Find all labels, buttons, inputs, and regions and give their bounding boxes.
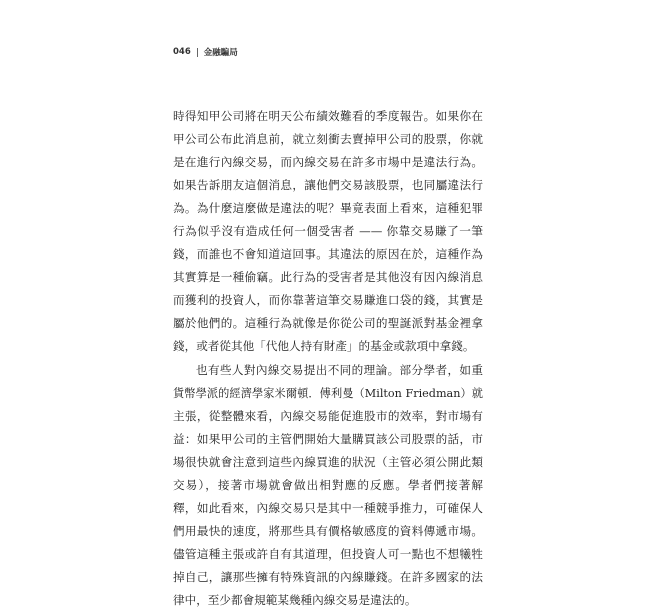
text-line: 場很快就會注意到這些內線買進的狀況（主管必須公開此類 xyxy=(173,454,483,469)
text-line: 錢，或者從其他「代他人持有財產」的基金或款項中拿錢。 xyxy=(173,339,475,354)
text-line: 釋，如此看來，內線交易只是其中一種競爭推力，可確保人 xyxy=(173,500,483,515)
text-line: 其實算是一種偷竊。此行為的受害者是其他沒有因內線消息 xyxy=(173,270,483,285)
text-line: 貨幣學派的經濟學家米爾頓．傅利曼（Milton Friedman）就 xyxy=(173,386,483,400)
running-header xyxy=(173,46,238,58)
body-text xyxy=(173,105,483,612)
text-line: 律中，至少都會規範某幾種內線交易是違法的。 xyxy=(173,592,417,607)
text-line: 掉自己，讓那些擁有特殊資訊的內線賺錢。在許多國家的法 xyxy=(173,569,483,584)
book-title: 金融騙局 xyxy=(203,48,238,58)
text-line: 是在進行內線交易，而內線交易在許多市場中是違法行為。 xyxy=(173,155,483,170)
text-line: 益：如果甲公司的主管們開始大量購買該公司股票的話，市 xyxy=(173,431,483,446)
text-line: 也有些人對內線交易提出不同的理論。部分學者，如重 xyxy=(196,362,483,377)
text-line: 屬於他們的。這種行為就像是你從公司的聖誕派對基金裡拿 xyxy=(173,316,483,331)
text-line: 主張，從整體來看，內線交易能促進股市的效率，對市場有 xyxy=(173,408,483,423)
text-line: 為。為什麼這麼做是違法的呢？畢竟表面上看來，這種犯罪 xyxy=(173,201,483,216)
text-line: 甲公司公布此消息前，就立刻衝去賣掉甲公司的股票，你就 xyxy=(173,132,483,147)
text-line: 錢，而誰也不會知道這回事。其違法的原因在於，這種作為 xyxy=(173,247,483,262)
text-line: 儘管這種主張或許自有其道理，但投資人可一點也不想犧牲 xyxy=(173,546,483,561)
text-line: 時得知甲公司將在明天公布績效難看的季度報告。如果你在 xyxy=(173,109,483,123)
text-line: 們用最快的速度，將那些具有價格敏感度的資料傳遞市場。 xyxy=(173,523,483,538)
page-number: 046 xyxy=(173,47,191,57)
text-line: 交易），接著市場就會做出相對應的反應。學者們接著解 xyxy=(173,477,483,492)
header-divider xyxy=(197,48,198,57)
text-line: 而獲利的投資人，而你靠著這筆交易賺進口袋的錢，其實是 xyxy=(173,293,483,308)
text-line: 如果告訴朋友這個消息，讓他們交易該股票，也同屬違法行 xyxy=(173,178,483,193)
text-line: 行為似乎沒有造成任何一個受害者 —— 你靠交易賺了一筆 xyxy=(173,224,483,239)
